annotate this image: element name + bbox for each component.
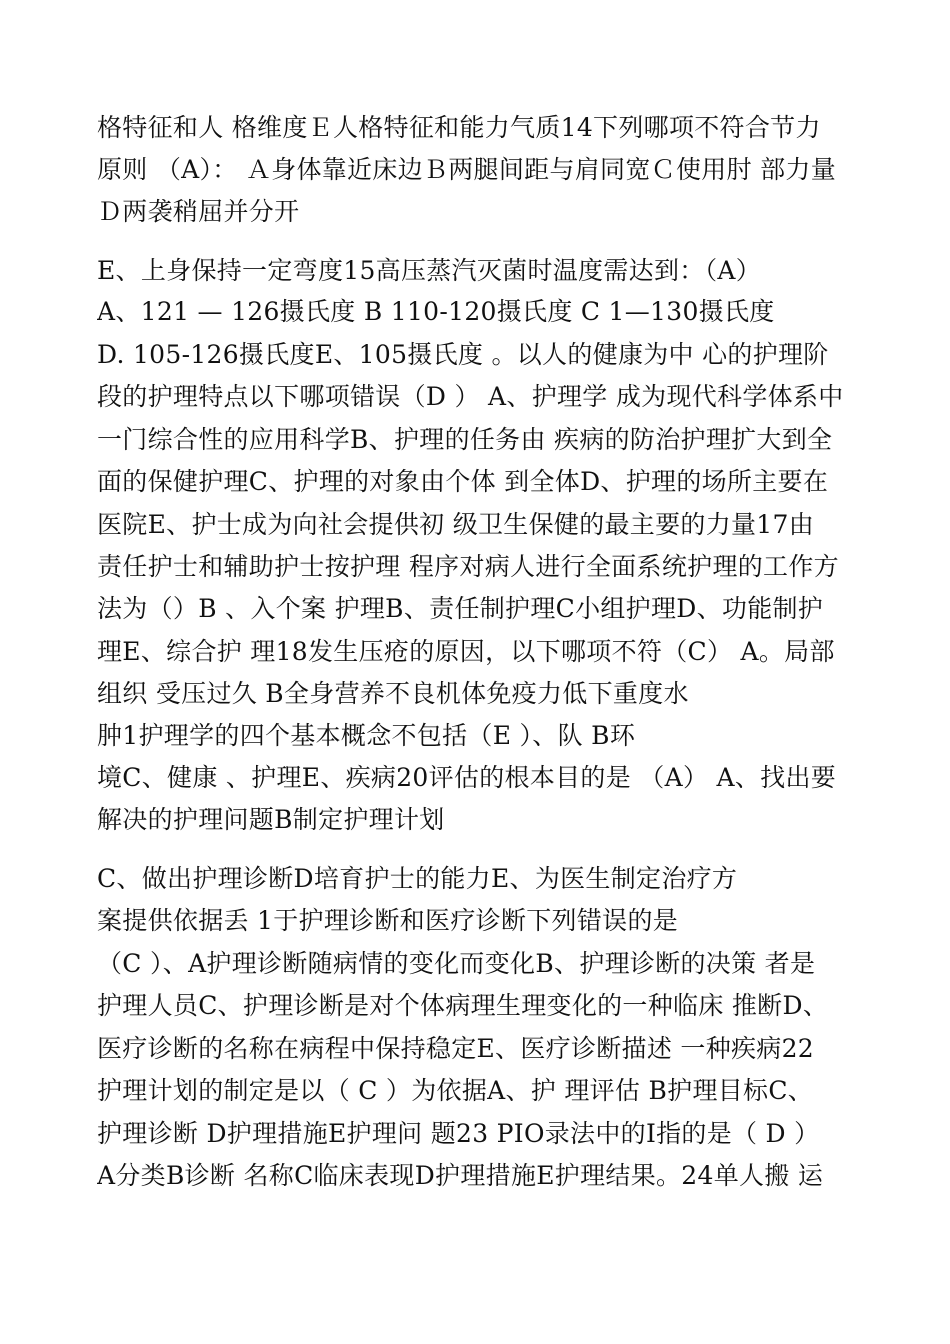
text-line-18: C、做出护理诊断D培育护士的能力E、为医生制定治疗方 [97,864,738,893]
text-line-7: 段的护理特点以下哪项错误（D ） A、护理学 成为现代科学体系中 [97,382,844,411]
text-line-9: 面的保健护理C、护理的对象由个体 到全体D、护理的场所主要在 [97,467,829,496]
text-line-12: 法为（）B 、入个案 护理B、责任制护理C小组护理D、功能制护 [97,594,824,623]
text-line-19: 案提供依据丢 1于护理诊断和医疗诊断下列错误的是 [97,906,679,935]
text-line-8: 一门综合性的应用科学B、护理的任务由 疾病的防治护理扩大到全 [97,425,833,454]
text-line-3: Ｄ两袭稍屈并分开 [97,197,300,226]
text-line-14: 组织 受压过久 B全身营养不良机体免疫力低下重度水 [97,679,689,708]
text-line-22: 医疗诊断的名称在病程中保持稳定E、医疗诊断描述 一种疾病22 [97,1034,815,1063]
text-line-25: A分类B诊断 名称C临床表现D护理措施E护理结果。24单人搬 运 [97,1161,824,1190]
text-line-15: 肿1护理学的四个基本概念不包括（E ）、队 B环 [97,721,636,750]
text-line-10: 医院E、护士成为向社会提供初 级卫生保健的最主要的力量17由 [97,510,815,539]
text-line-23: 护理计划的制定是以（ C ）为依据A、护 理评估 B护理目标C、 [97,1076,814,1105]
text-line-2: 原则 （A）： Ａ身体靠近床边Ｂ两腿间距与肩同宽Ｃ使用肘 部力量 [97,155,836,184]
text-line-5: A、121 — 126摄氏度 B 110-120摄氏度 C 1—130摄氏度 [97,297,775,326]
text-line-11: 责任护士和辅助护士按护理 程序对病人进行全面系统护理的工作方 [97,552,839,581]
text-line-21: 护理人员C、护理诊断是对个体病理生理变化的一种临床 推断D、 [97,991,829,1020]
text-line-24: 护理诊断 D护理措施E护理问 题23 PIO录法中的I指的是（ D ） [97,1119,820,1148]
text-line-20: （C ）、A护理诊断随病情的变化而变化B、护理诊断的决策 者是 [97,949,816,978]
text-line-6: D. 105-126摄氏度E、105摄氏度 。以人的健康为中 心的护理阶 [97,340,829,369]
text-line-13: 理E、综合护 理18发生压疮的原因，以下哪项不符（C） A。局部 [97,637,835,666]
text-line-17: 解决的护理问题B制定护理计划 [97,805,445,834]
text-line-1: 格特征和人 格维度Ｅ人格特征和能力气质14下列哪项不符合节力 [97,113,821,142]
text-line-4: E、上身保持一定弯度15高压蒸汽灭菌时温度需达到：（A） [97,256,762,285]
text-line-16: 境C、健康 、护理E、疾病20评估的根本目的是 （A） A、找出要 [97,763,837,792]
